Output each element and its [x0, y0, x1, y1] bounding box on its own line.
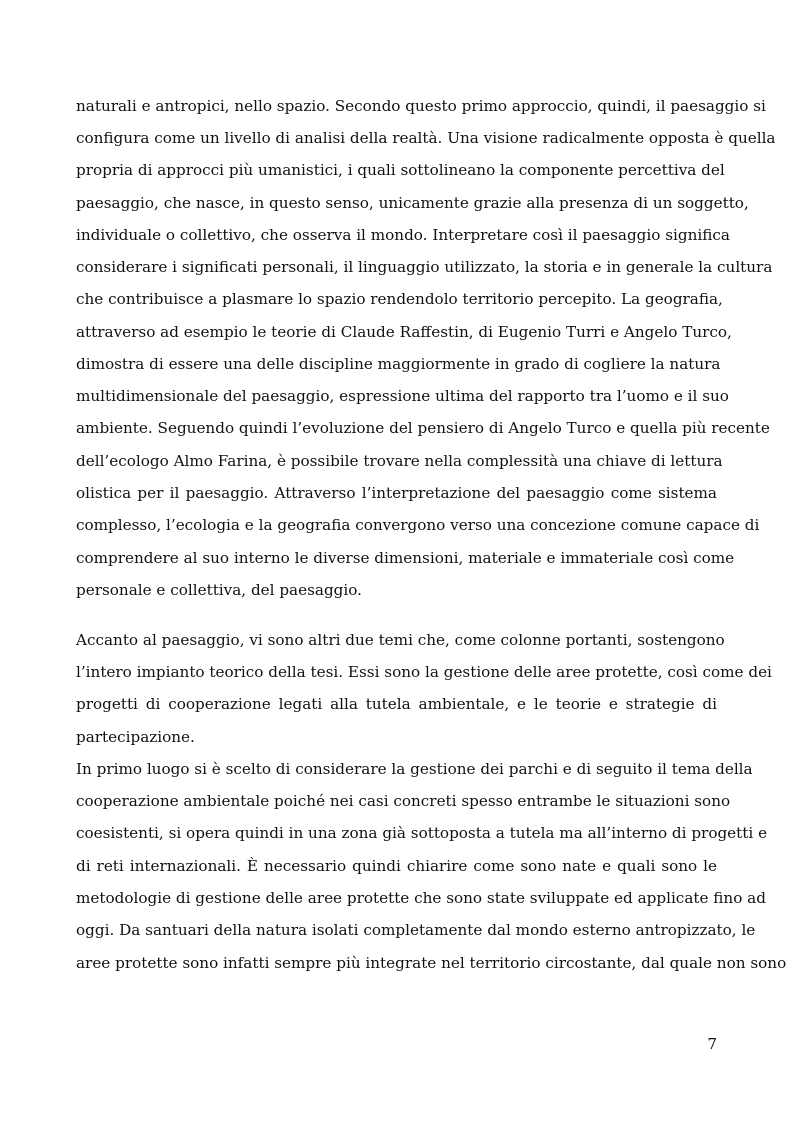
text-line: progetti di cooperazione legati alla tutela ambientale, e le teorie e strategie di	[76, 695, 717, 713]
text-line: attraverso ad esempio le teorie di Claude Raffestin, di Eugenio Turri e Angelo Turco,	[76, 323, 732, 341]
text-line: In primo luogo si è scelto di considerare la gestione dei parchi e di seguito il tema della	[76, 760, 753, 778]
text-line: considerare i significati personali, il linguaggio utilizzato, la storia e in generale la cultura	[76, 258, 773, 276]
text-line: Accanto al paesaggio, vi sono altri due temi che, come colonne portanti, sostengono	[76, 631, 725, 649]
text-line: che contribuisce a plasmare lo spazio rendendolo territorio percepito. La geografia,	[76, 290, 723, 308]
text-line: paesaggio, che nasce, in questo senso, unicamente grazie alla presenza di un soggetto,	[76, 194, 749, 212]
text-line: dimostra di essere una delle discipline maggiormente in grado di cogliere la natura	[76, 355, 721, 373]
text-line: l’intero impianto teorico della tesi. Essi sono la gestione delle aree protette, così come dei	[76, 663, 772, 681]
text-line: partecipazione.	[76, 728, 195, 746]
text-line: di reti internazionali. È necessario quindi chiarire come sono nate e quali sono le	[76, 857, 717, 875]
text-line: dell’ecologo Almo Farina, è possibile trovare nella complessità una chiave di lettura	[76, 452, 723, 470]
text-line: ambiente. Seguendo quindi l’evoluzione del pensiero di Angelo Turco e quella più recente	[76, 419, 770, 437]
text-line: olistica per il paesaggio. Attraverso l’interpretazione del paesaggio come sistema	[76, 484, 717, 502]
text-line: aree protette sono infatti sempre più integrate nel territorio circostante, dal quale non sono	[76, 954, 787, 972]
page-number: 7	[707, 1035, 717, 1053]
text-line: oggi. Da santuari della natura isolati completamente dal mondo esterno antropizzato, le	[76, 921, 756, 939]
text-line: comprendere al suo interno le diverse dimensioni, materiale e immateriale così come	[76, 549, 735, 567]
text-line: configura come un livello di analisi della realtà. Una visione radicalmente opposta è quella	[76, 129, 776, 147]
text-line: individuale o collettivo, che osserva il mondo. Interpretare così il paesaggio significa	[76, 226, 730, 244]
text-line: naturali e antropici, nello spazio. Secondo questo primo approccio, quindi, il paesaggio si	[76, 97, 766, 115]
text-line: multidimensionale del paesaggio, espressione ultima del rapporto tra l’uomo e il suo	[76, 387, 729, 405]
text-line: coesistenti, si opera quindi in una zona già sottoposta a tutela ma all’interno di progetti e	[76, 824, 768, 842]
text-line: personale e collettiva, del paesaggio.	[76, 581, 362, 599]
text-line: complesso, l’ecologia e la geografia convergono verso una concezione comune capace di	[76, 516, 760, 534]
text-line: cooperazione ambientale poiché nei casi concreti spesso entrambe le situazioni sono	[76, 792, 731, 810]
text-line: metodologie di gestione delle aree protette che sono state sviluppate ed applicate fino ad	[76, 889, 766, 907]
text-line: propria di approcci più umanistici, i quali sottolineano la componente percettiva del	[76, 161, 725, 179]
